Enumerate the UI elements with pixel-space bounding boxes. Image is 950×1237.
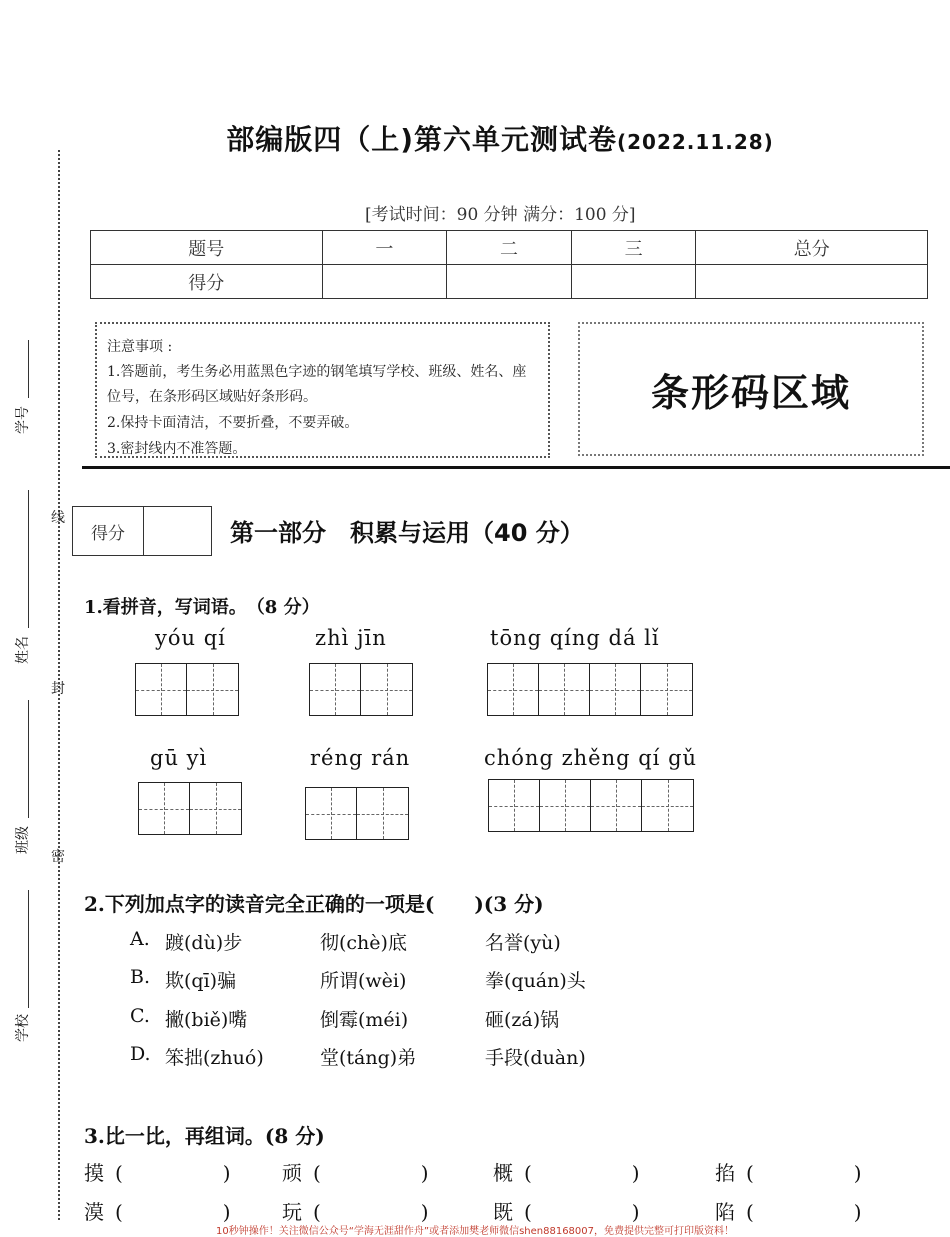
field-class: 班级 <box>15 826 31 854</box>
score-header-cell: 三 <box>571 231 696 265</box>
barcode-label: 条形码区域 <box>650 370 851 415</box>
q3-blank[interactable]: ( ) <box>746 1161 862 1185</box>
q2-option-word: 堂(táng)弟 <box>320 1047 417 1069</box>
grid-cell[interactable] <box>590 664 641 715</box>
notice-item: 3.密封线内不准答题。 <box>107 441 247 457</box>
score-table-score-row <box>91 265 928 299</box>
grid-cell[interactable] <box>139 783 190 834</box>
q1-pinyin: réng rán <box>310 746 411 770</box>
q1-writing-grid[interactable] <box>488 779 694 832</box>
q3-char: 漠 <box>84 1200 104 1224</box>
q2-option-word: 名誉(yù) <box>485 932 561 954</box>
q1-writing-grid[interactable] <box>309 663 413 716</box>
q2-option-word: 手段(duàn) <box>485 1047 586 1069</box>
notice-item: 1.答题前，考生务必用蓝黑色字迹的钢笔填写学校、班级、姓名、座位号，在条形码区域贴好条形码。 <box>107 364 527 405</box>
q1-writing-grid[interactable] <box>487 663 693 716</box>
score-table <box>90 230 928 299</box>
q2-option-word: 彻(chè)底 <box>320 932 407 954</box>
field-school: 学校 <box>15 1014 31 1042</box>
grid-cell[interactable] <box>361 664 412 715</box>
score-table-header-row <box>91 231 928 265</box>
field-name: 姓名 <box>15 636 31 664</box>
seal-mark-seal: 封 <box>51 681 65 697</box>
grid-cell[interactable] <box>488 664 539 715</box>
grid-cell[interactable] <box>591 780 642 831</box>
q3-blank[interactable]: ( ) <box>524 1161 640 1185</box>
grid-cell[interactable] <box>357 788 408 839</box>
q2-option-word: 踱(dù)步 <box>165 932 243 954</box>
q1-writing-grid[interactable] <box>135 663 239 716</box>
part1-score-label: 得分 <box>73 507 144 555</box>
score-cell[interactable] <box>696 265 928 299</box>
q2-option-word: 笨拙(zhuó) <box>165 1047 264 1069</box>
part1-score-input[interactable] <box>144 507 211 555</box>
q1-pinyin: zhì jīn <box>315 626 387 650</box>
q2-option-word: 拳(quán)头 <box>485 970 586 992</box>
grid-cell[interactable] <box>489 780 540 831</box>
q3-char: 玩 <box>282 1200 302 1224</box>
q1-pinyin: chóng zhěng qí gǔ <box>484 746 698 770</box>
score-header-cell: 总分 <box>696 231 928 265</box>
part1-score-box <box>72 506 212 556</box>
q3-char: 掐 <box>715 1161 735 1185</box>
score-header-cell: 二 <box>447 231 572 265</box>
q3-char: 摸 <box>84 1161 104 1185</box>
field-line[interactable] <box>28 340 29 398</box>
notice-item: 2.保持卡面清洁，不要折叠，不要弄破。 <box>107 415 359 431</box>
q3-char: 顽 <box>282 1161 302 1185</box>
exam-info: [考试时间：90 分钟 满分：100 分] <box>365 205 636 225</box>
q1-pinyin: tōng qíng dá lǐ <box>490 626 660 650</box>
score-cell[interactable] <box>322 265 447 299</box>
grid-cell[interactable] <box>187 664 238 715</box>
q1-pinyin: gū yì <box>150 746 208 770</box>
q2-option-word: 所谓(wèi) <box>320 970 407 992</box>
q3-char: 概 <box>493 1161 513 1185</box>
q3-char: 既 <box>493 1200 513 1224</box>
score-header-cell: 一 <box>322 231 447 265</box>
title-date: (2022.11.28) <box>617 130 774 154</box>
notice-box <box>95 322 550 458</box>
field-line[interactable] <box>28 700 29 818</box>
q2-title: 2.下列加点字的读音完全正确的一项是( )(3 分) <box>84 892 544 916</box>
page-title <box>0 118 950 158</box>
q3-blank[interactable]: ( ) <box>313 1161 429 1185</box>
score-cell[interactable] <box>447 265 572 299</box>
q3-char: 陷 <box>715 1200 735 1224</box>
q1-writing-grid[interactable] <box>305 787 409 840</box>
q2-option-label[interactable]: A. <box>130 928 150 950</box>
q2-option-label[interactable]: C. <box>130 1005 150 1027</box>
score-row-label: 得分 <box>91 265 323 299</box>
grid-cell[interactable] <box>539 664 590 715</box>
field-line[interactable] <box>28 490 29 628</box>
field-student-id: 学号 <box>15 406 31 434</box>
q2-option-word: 欺(qī)骗 <box>165 970 237 992</box>
score-header-cell: 题号 <box>91 231 323 265</box>
q1-title: 1.看拼音，写词语。 （8 分） <box>84 597 320 618</box>
grid-cell[interactable] <box>190 783 241 834</box>
seal-mark-line: 线 <box>51 510 65 526</box>
grid-cell[interactable] <box>310 664 361 715</box>
q2-option-word: 撇(biě)嘴 <box>165 1009 248 1031</box>
q3-blank[interactable]: ( ) <box>524 1200 640 1224</box>
divider <box>82 466 950 469</box>
q1-writing-grid[interactable] <box>138 782 242 835</box>
field-line[interactable] <box>28 890 29 1008</box>
q1-pinyin: yóu qí <box>155 626 226 650</box>
grid-cell[interactable] <box>136 664 187 715</box>
seal-mark-secret: 密 <box>51 849 65 865</box>
title-text: 部编版四（上)第六单元测试卷 <box>226 123 617 156</box>
q2-option-label[interactable]: D. <box>130 1043 151 1065</box>
q2-option-word: 砸(zá)锅 <box>485 1009 560 1031</box>
score-cell[interactable] <box>571 265 696 299</box>
grid-cell[interactable] <box>642 780 693 831</box>
q3-blank[interactable]: ( ) <box>115 1200 231 1224</box>
q3-blank[interactable]: ( ) <box>115 1161 231 1185</box>
footer-promo: 10秒钟操作！关注微信公众号“学海无涯甜作舟”或者添加樊老师微信shen88168007，免费提供完整可打印版资料！ <box>215 1226 735 1237</box>
barcode-area <box>578 322 924 456</box>
q3-title: 3.比一比，再组词。(8 分) <box>84 1124 325 1148</box>
q2-option-label[interactable]: B. <box>130 966 151 988</box>
notice-heading: 注意事项 : <box>107 339 173 355</box>
q2-option-word: 倒霉(méi) <box>320 1009 409 1031</box>
part1-title: 第一部分 积累与运用（40 分） <box>230 519 584 547</box>
grid-cell[interactable] <box>540 780 591 831</box>
q3-blank[interactable]: ( ) <box>313 1200 429 1224</box>
grid-cell[interactable] <box>641 664 692 715</box>
q3-blank[interactable]: ( ) <box>746 1200 862 1224</box>
grid-cell[interactable] <box>306 788 357 839</box>
